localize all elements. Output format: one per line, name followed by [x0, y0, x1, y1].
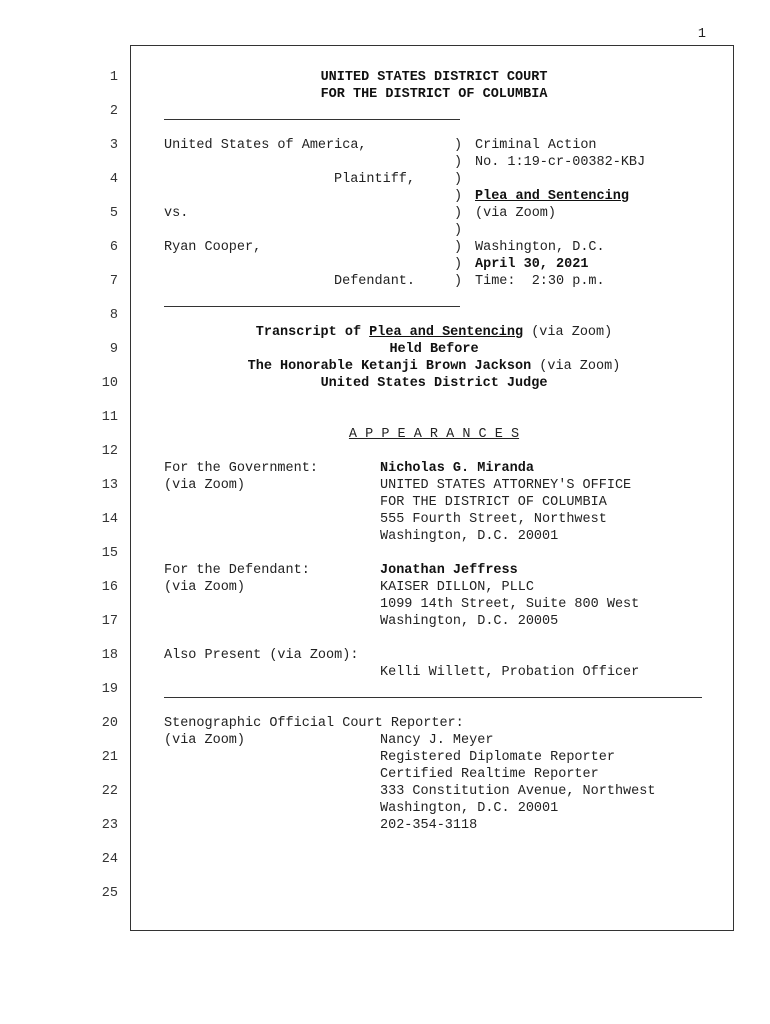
line-number: 5	[109, 206, 118, 221]
hearing-date: April 30, 2021	[475, 257, 589, 272]
caption-paren: )	[454, 172, 463, 187]
defense-label: For the Defendant:	[164, 563, 310, 578]
line-number: 1	[109, 70, 118, 85]
reporter-via: (via Zoom)	[164, 733, 246, 748]
case-type: Criminal Action	[475, 138, 597, 153]
caption-paren: )	[454, 206, 463, 221]
also-present-label: Also Present (via Zoom):	[164, 648, 359, 663]
caption-paren: )	[454, 138, 463, 153]
reporter-name: Nancy J. Meyer	[380, 733, 494, 748]
court-name-line2: FOR THE DISTRICT OF COLUMBIA	[320, 87, 548, 102]
line-number: 21	[101, 750, 118, 765]
judge-title: United States District Judge	[320, 376, 548, 391]
defendant-name: Ryan Cooper,	[164, 240, 262, 255]
judge-name: The Honorable Ketanji Brown Jackson	[247, 359, 532, 374]
line-number: 25	[101, 886, 118, 901]
line-number: 10	[101, 376, 118, 391]
line-number: 20	[101, 716, 118, 731]
line-number: 11	[101, 410, 118, 425]
government-office: UNITED STATES ATTORNEY'S OFFICE	[380, 478, 632, 493]
government-via: (via Zoom)	[164, 478, 246, 493]
government-attorney: Nicholas G. Miranda	[380, 461, 534, 476]
defense-attorney: Jonathan Jeffress	[380, 563, 518, 578]
held-before: Held Before	[389, 342, 479, 357]
line-number: 2	[109, 104, 118, 119]
judge-line	[164, 358, 704, 375]
title-proceeding: Plea and Sentencing	[369, 325, 524, 340]
caption-paren: )	[454, 257, 463, 272]
location: Washington, D.C.	[475, 240, 605, 255]
government-city: Washington, D.C. 20001	[380, 529, 559, 544]
plaintiff-role: Plaintiff,	[334, 172, 416, 187]
hearing-time: Time: 2:30 p.m.	[475, 274, 605, 289]
defendant-role: Defendant.	[334, 274, 416, 289]
reporter-city: Washington, D.C. 20001	[380, 801, 559, 816]
reporter-phone: 202-354-3118	[380, 818, 478, 833]
caption-paren: )	[454, 223, 463, 238]
line-number: 17	[101, 614, 118, 629]
page-number: 1	[697, 27, 706, 42]
line-number: 19	[101, 682, 118, 697]
caption-paren: )	[454, 155, 463, 170]
defense-street: 1099 14th Street, Suite 800 West	[380, 597, 640, 612]
transcript-of: Transcript of	[255, 325, 370, 340]
proceeding-type: Plea and Sentencing	[475, 189, 629, 204]
government-street: 555 Fourth Street, Northwest	[380, 512, 607, 527]
line-number: 23	[101, 818, 118, 833]
line-number: 6	[109, 240, 118, 255]
line-number: 12	[101, 444, 118, 459]
line-number: 7	[109, 274, 118, 289]
line-number: 18	[101, 648, 118, 663]
defense-firm: KAISER DILLON, PLLC	[380, 580, 534, 595]
defense-via: (via Zoom)	[164, 580, 246, 595]
line-number: 16	[101, 580, 118, 595]
transcript-title	[164, 324, 704, 341]
reporter-label: Stenographic Official Court Reporter:	[164, 716, 464, 731]
caption-bottom-rule	[164, 306, 460, 307]
caption-paren: )	[454, 274, 463, 289]
line-number: 4	[109, 172, 118, 187]
line-number: 9	[109, 342, 118, 357]
reporter-credential-1: Registered Diplomate Reporter	[380, 750, 615, 765]
versus: vs.	[164, 206, 189, 221]
appearances-heading: A P P E A R A N C E S	[348, 427, 520, 442]
caption-top-rule	[164, 119, 460, 120]
government-label: For the Government:	[164, 461, 318, 476]
caption-paren: )	[454, 240, 463, 255]
line-number: 24	[101, 852, 118, 867]
title-via-zoom: (via Zoom)	[523, 325, 613, 340]
line-number: 3	[109, 138, 118, 153]
line-number: 22	[101, 784, 118, 799]
line-number: 8	[109, 308, 118, 323]
defense-city: Washington, D.C. 20005	[380, 614, 559, 629]
reporter-street: 333 Constitution Avenue, Northwest	[380, 784, 656, 799]
line-number: 13	[101, 478, 118, 493]
case-number: No. 1:19-cr-00382-KBJ	[475, 155, 646, 170]
judge-via-zoom: (via Zoom)	[531, 359, 621, 374]
also-present-person: Kelli Willett, Probation Officer	[380, 665, 640, 680]
reporter-credential-2: Certified Realtime Reporter	[380, 767, 599, 782]
proceeding-mode: (via Zoom)	[475, 206, 557, 221]
appearances-rule	[164, 697, 702, 698]
caption-paren: )	[454, 189, 463, 204]
line-number: 14	[101, 512, 118, 527]
line-number: 15	[101, 546, 118, 561]
court-name-line1: UNITED STATES DISTRICT COURT	[320, 70, 548, 85]
government-office-line2: FOR THE DISTRICT OF COLUMBIA	[380, 495, 607, 510]
plaintiff-name: United States of America,	[164, 138, 367, 153]
